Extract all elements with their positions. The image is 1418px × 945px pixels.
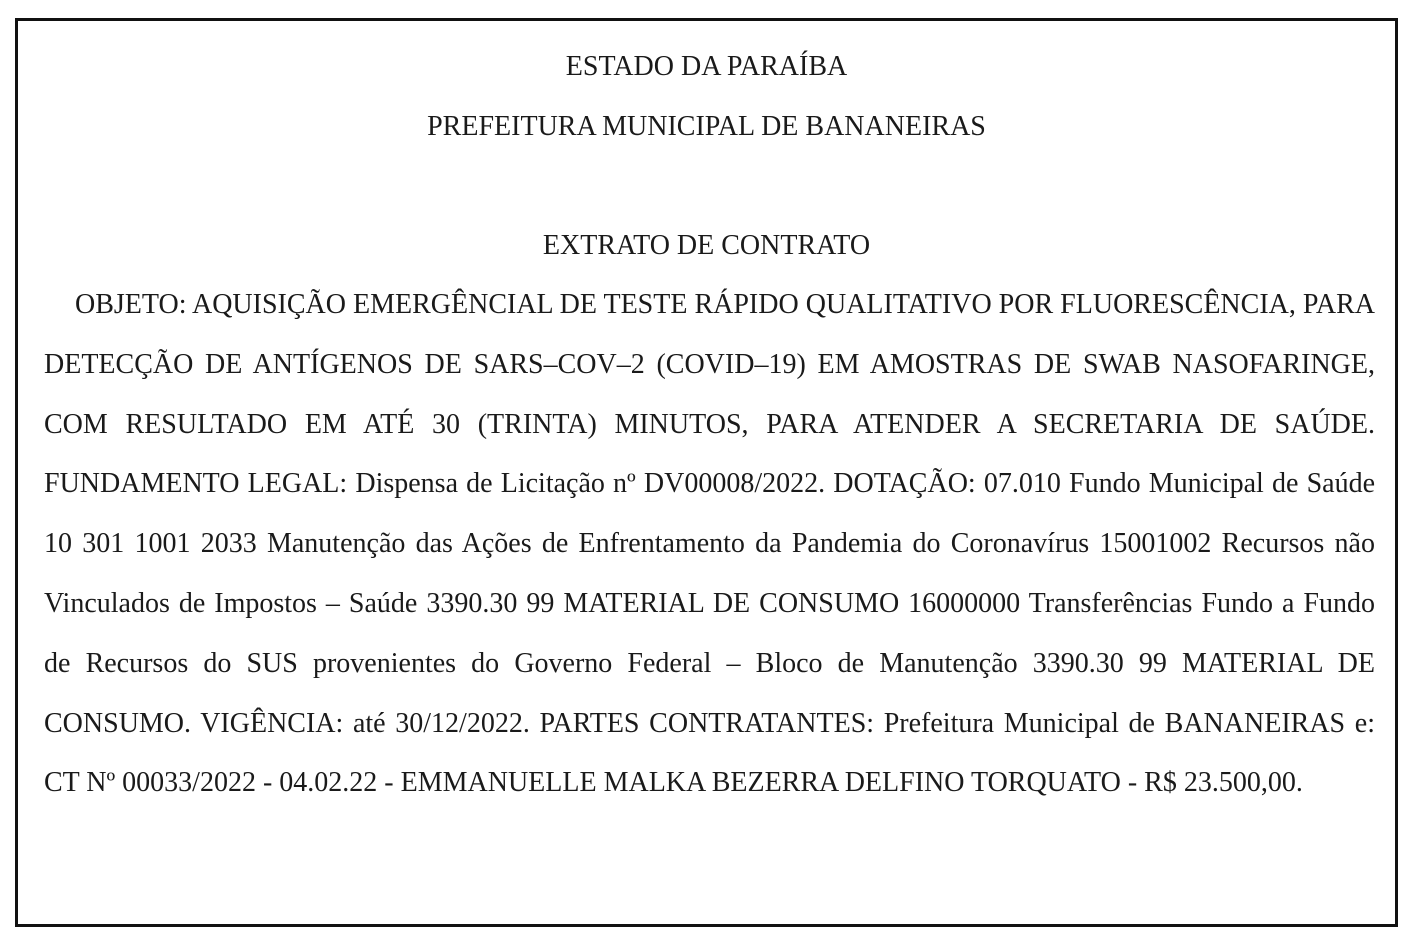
state-heading: ESTADO DA PARAÍBA [565, 51, 848, 82]
municipality-heading: PREFEITURA MUNICIPAL DE BANANEIRAS [427, 111, 986, 142]
contract-body-text: OBJETO: AQUISIÇÃO EMERGÊNCIAL DE TESTE RÁPIDO QUALITATIVO POR FLUORESCÊNCIA, PARA DETECÇÃO DE ANTÍGENOS DE SARS–COV–2 (COVID–19) EM AMOSTRAS DE SWAB NASOFARINGE, COM RESULTADO EM ATÉ 30 (TRINTA) MINUTOS, PARA ATENDER A SECRETARIA DE SAÚDE. FUNDAMENTO LEGAL: Dispensa de Licitação nº DV00008/2022. DOTAÇÃO: 07.010 Fundo Municipal de Saúde 10 301 1001 2033 Manutenção das Ações de Enfrentamento da Pandemia do Coronavírus 15001002 Recursos não Vinculados de Impostos – Saúde 3390.30 99 MATERIAL DE CONSUMO 16000000 Transferências Fundo a Fundo de Recursos do SUS provenientes do Governo Federal – Bloco de Manutenção 3390.30 99 MATERIAL DE CONSUMO. VIGÊNCIA: até 30/12/2022. PARTES CONTRATANTES: Prefeitura Municipal de BANANEIRAS e: CT Nº 00033/2022 - 04.02.22 - EMMANUELLE MALKA BEZERRA DELFINO TORQUATO - R$ 23.500,00. [44, 289, 1375, 799]
document-title: EXTRATO DE CONTRATO [542, 230, 871, 261]
document-frame [15, 18, 1398, 927]
